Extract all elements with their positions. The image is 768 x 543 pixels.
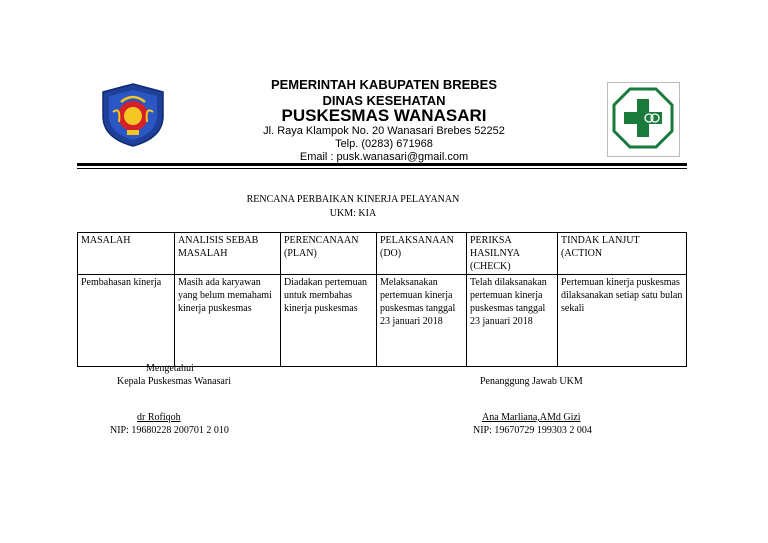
sig-right-name: Ana Marliana,AMd Gizi: [482, 412, 581, 423]
header-perencanaan: PERENCANAAN (PLAN): [281, 233, 377, 275]
kop-pemerintah: PEMERINTAH KABUPATEN BREBES: [270, 77, 498, 92]
table-row: [78, 275, 687, 367]
cell-masalah: Pembahasan kinerja: [78, 275, 175, 367]
header-periksa: PERIKSA HASILNYA (CHECK): [467, 233, 558, 275]
document-title: RENCANA PERBAIKAN KINERJA PELAYANAN: [246, 194, 460, 205]
cell-analisis: Masih ada karyawan yang belum memahami kinerja puskesmas: [175, 275, 281, 367]
letterhead-divider-thick: [77, 163, 687, 166]
document-subtitle: UKM: KIA: [329, 208, 377, 219]
letterhead-divider-thin: [77, 168, 687, 169]
sig-left-nip: NIP: 19680228 200701 2 010: [110, 425, 229, 436]
cell-periksa: Telah dilaksanakan pertemuan kinerja puskesmas tanggal 23 januari 2018: [467, 275, 558, 367]
kop-email: Email : pusk.wanasari@gmail.com: [299, 151, 469, 163]
kop-address: Jl. Raya Klampok No. 20 Wanasari Brebes 52252: [263, 125, 505, 137]
kop-dinas: DINAS KESEHATAN: [322, 93, 446, 108]
improvement-plan-table: [77, 232, 687, 367]
header-analisis: ANALISIS SEBAB MASALAH: [175, 233, 281, 275]
cell-pelaksanaan: Melaksanakan pertemuan kinerja puskesmas tanggal 23 januari 2018: [377, 275, 467, 367]
header-pelaksanaan: PELAKSANAAN (DO): [377, 233, 467, 275]
sig-left-position: Kepala Puskesmas Wanasari: [117, 376, 231, 387]
cell-tindak-lanjut: Pertemuan kinerja puskesmas dilaksanakan setiap satu bulan sekali: [558, 275, 687, 367]
kop-puskesmas: PUSKESMAS WANASARI: [281, 106, 487, 125]
sig-left-mengetahui: Mengetahui: [146, 363, 194, 374]
sig-left-name: dr Rofiqoh: [137, 412, 181, 423]
header-masalah: MASALAH: [78, 233, 175, 275]
table-header-row: [78, 233, 687, 275]
kop-phone: Telp. (0283) 671968: [335, 138, 433, 150]
cell-perencanaan: Diadakan pertemuan untuk membahas kinerja puskesmas: [281, 275, 377, 367]
header-tindak-lanjut: TINDAK LANJUT (ACTION: [558, 233, 687, 275]
sig-right-position: Penanggung Jawab UKM: [480, 376, 583, 387]
sig-right-nip: NIP: 19670729 199303 2 004: [473, 425, 592, 436]
